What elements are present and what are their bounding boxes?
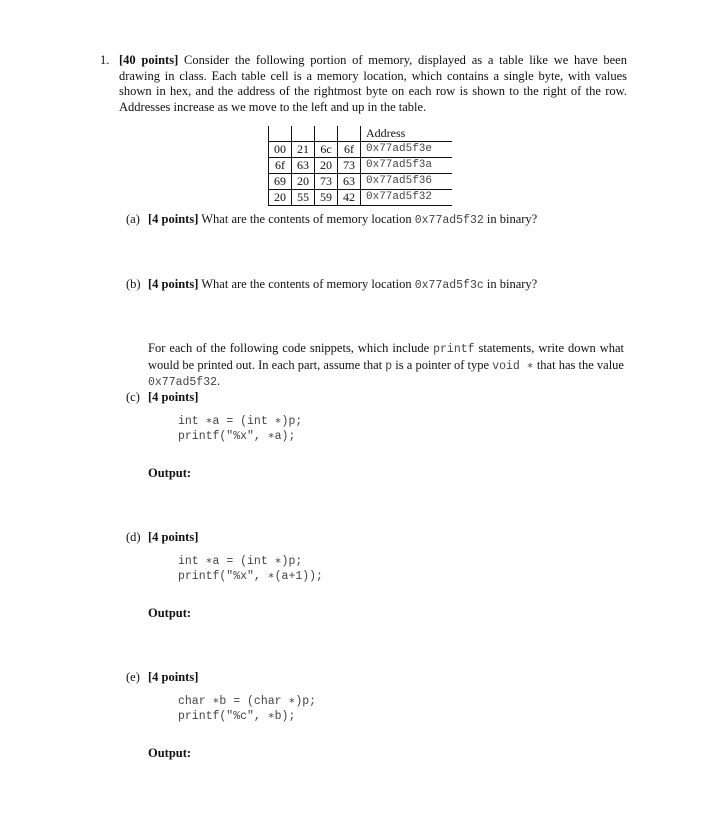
row-address: 0x77ad5f3e: [361, 142, 453, 158]
part-d-label: (d): [126, 530, 141, 544]
memory-byte: 6f: [338, 142, 361, 158]
question-intro: [119, 53, 627, 115]
row-address: 0x77ad5f32: [361, 190, 453, 206]
part-e-label: (e): [126, 670, 140, 684]
memory-row: [269, 174, 453, 190]
memory-byte: 20: [315, 158, 338, 174]
memory-row: [269, 158, 453, 174]
memory-byte: 63: [338, 174, 361, 190]
part-a-text: What are the contents of memory location: [198, 212, 415, 226]
part-c-code: [178, 414, 302, 444]
code-line: printf("%x", ∗(a+1));: [178, 570, 323, 583]
code-line: printf("%c", ∗b);: [178, 710, 296, 723]
question-intro-text: Consider the following portion of memory, displayed as a table like we have been drawing in class. Each table cell is a memory location, which contains a single byte, with values shown in hex, and the address of the rightmost byte on each row is shown to the right of the row. Addresses increase as we move to the left and up in the table.: [119, 53, 627, 114]
memory-byte: 42: [338, 190, 361, 206]
part-d-heading: [126, 530, 198, 545]
part-c-heading: [126, 390, 198, 405]
memory-byte: 20: [269, 190, 292, 206]
part-b-label: (b): [126, 277, 141, 291]
part-b-text-end: in binary?: [483, 277, 538, 291]
memory-byte: 63: [292, 158, 315, 174]
memory-byte: 20: [292, 174, 315, 190]
part-c-output-label: Output:: [148, 466, 192, 480]
part-d-code: [178, 554, 323, 584]
memory-table-header-row: [269, 126, 453, 142]
part-d-points: [4 points]: [148, 530, 199, 544]
memory-row: [269, 142, 453, 158]
part-c-label: (c): [126, 390, 140, 404]
pointer-name: p: [385, 359, 393, 373]
memory-table: [268, 126, 452, 206]
part-b-points: [4 points]: [148, 277, 199, 291]
memory-byte: 69: [269, 174, 292, 190]
memory-row: [269, 190, 453, 206]
part-e-heading: [126, 670, 198, 685]
pointer-value: 0x77ad5f32: [148, 376, 218, 390]
part-a-label: (a): [126, 212, 140, 226]
part-d-output-label: Output:: [148, 606, 192, 620]
pointer-type: void ∗: [492, 359, 534, 373]
part-c-points: [4 points]: [148, 390, 199, 404]
memory-byte: 6f: [269, 158, 292, 174]
part-a-points: [4 points]: [148, 212, 199, 226]
memory-byte: 59: [315, 190, 338, 206]
part-b-text: What are the contents of memory location: [198, 277, 415, 291]
memory-byte: 73: [338, 158, 361, 174]
printf-keyword: printf: [433, 343, 475, 356]
question-number: 1.: [100, 53, 110, 67]
part-a-text-end: in binary?: [483, 212, 538, 226]
code-line: int ∗a = (int ∗)p;: [178, 555, 303, 568]
memory-byte: 21: [292, 142, 315, 158]
memory-byte: 73: [315, 174, 338, 190]
part-e-output-label: Output:: [148, 746, 192, 760]
part-e-code: [178, 694, 316, 724]
memory-byte: 55: [292, 190, 315, 206]
part-b: [126, 277, 537, 292]
row-address: 0x77ad5f36: [361, 174, 453, 190]
address-header: Address: [361, 126, 453, 142]
row-address: 0x77ad5f3a: [361, 158, 453, 174]
question-points: [40 points]: [119, 53, 179, 67]
code-line: char ∗b = (char ∗)p;: [178, 695, 317, 708]
part-a-address: 0x77ad5f32: [414, 214, 484, 227]
code-line: printf("%x", ∗a);: [178, 430, 296, 443]
memory-byte: 6c: [315, 142, 338, 158]
part-e-points: [4 points]: [148, 670, 199, 684]
memory-byte: 00: [269, 142, 292, 158]
part-b-address: 0x77ad5f3c: [414, 279, 484, 292]
code-line: int ∗a = (int ∗)p;: [178, 415, 303, 428]
part-a: [126, 212, 537, 227]
code-instructions: For each of the following code snippets, which include printf statements, write down what would be printed out. In each part, assume that p is a pointer of type void ∗ that has the value 0x77ad5f32.: [148, 341, 624, 390]
